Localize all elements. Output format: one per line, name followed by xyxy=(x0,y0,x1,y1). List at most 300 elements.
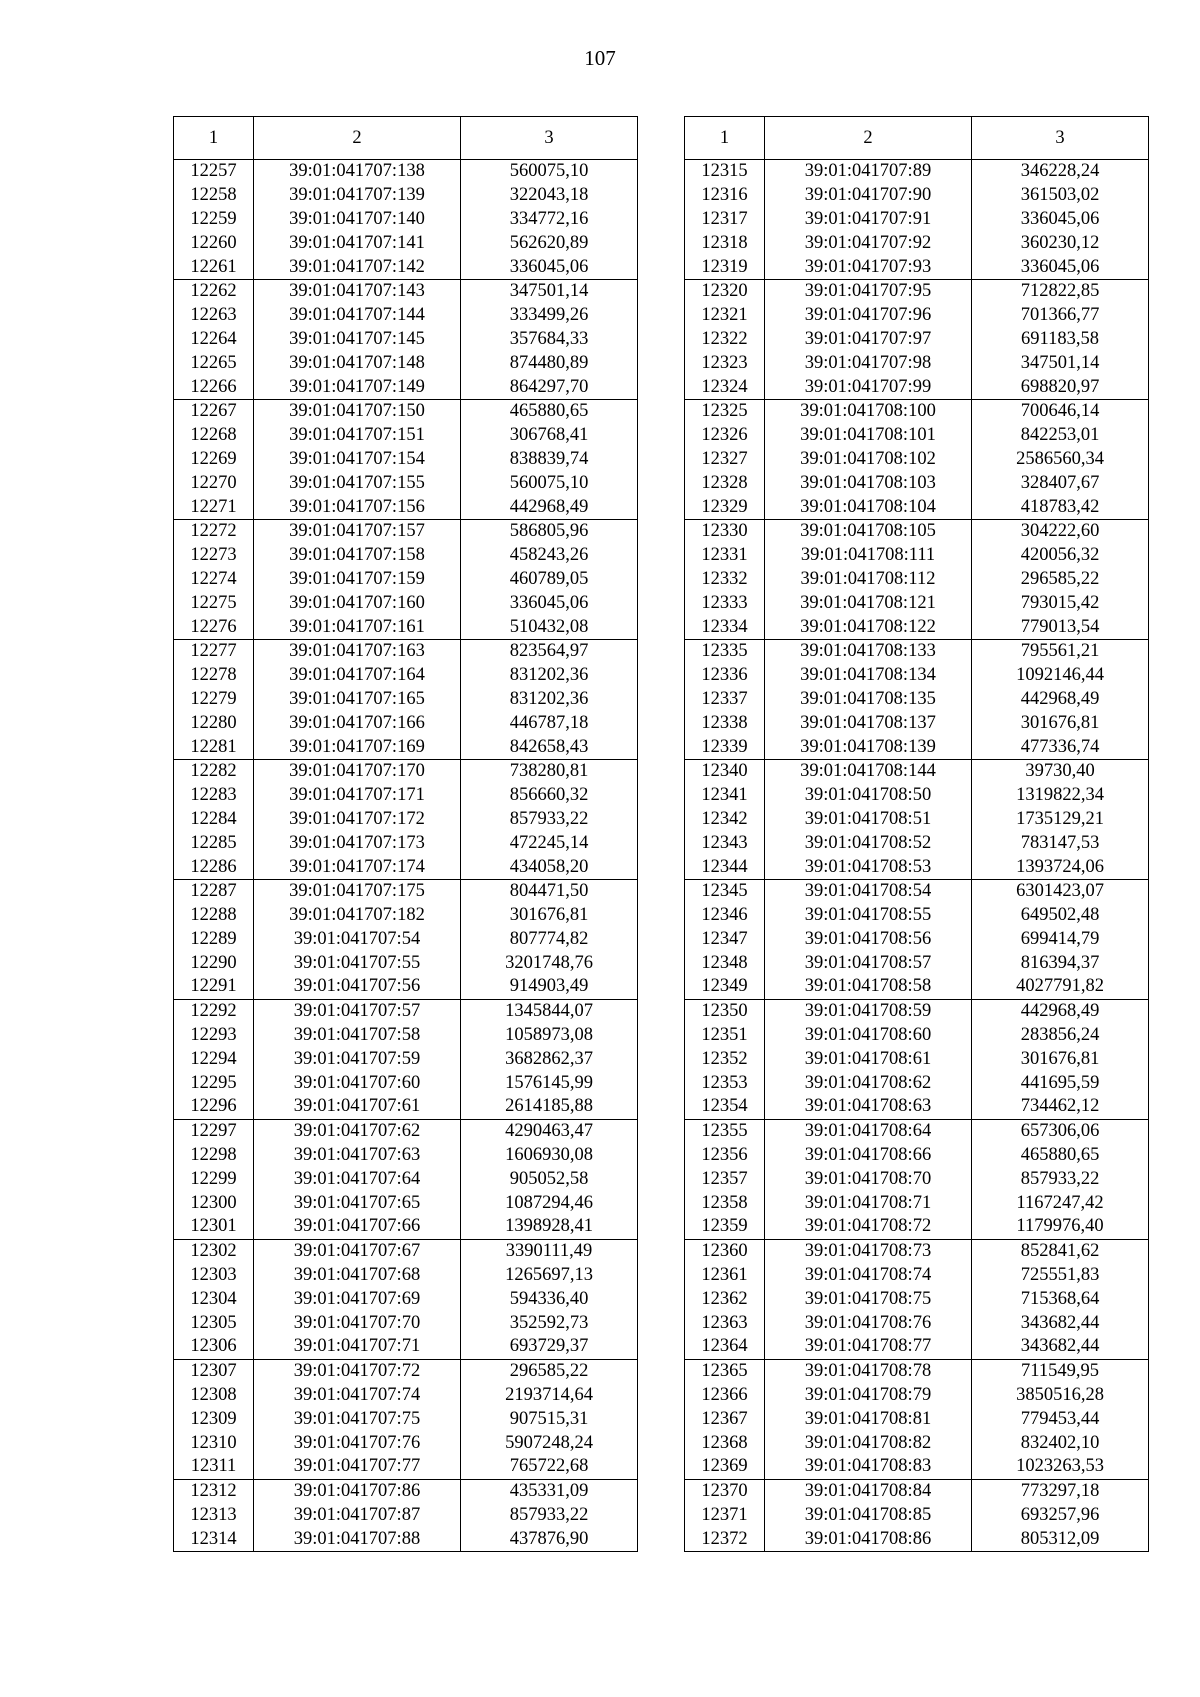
value-cell: 816394,37 xyxy=(972,951,1149,975)
value-cell: 907515,31 xyxy=(461,1407,638,1431)
row-number-cell: 12317 xyxy=(685,208,765,232)
cadastral-number-cell: 39:01:041707:96 xyxy=(765,304,972,328)
table-row xyxy=(685,351,1149,375)
value-cell: 336045,06 xyxy=(461,591,638,615)
row-number-cell: 12301 xyxy=(174,1215,254,1239)
value-cell: 1087294,46 xyxy=(461,1191,638,1215)
value-cell: 725551,83 xyxy=(972,1264,1149,1288)
cadastral-number-cell: 39:01:041708:70 xyxy=(765,1167,972,1191)
row-number-cell: 12294 xyxy=(174,1047,254,1071)
table-row xyxy=(685,639,1149,663)
cadastral-number-cell: 39:01:041707:60 xyxy=(254,1071,461,1095)
row-number-cell: 12320 xyxy=(685,279,765,303)
row-number-cell: 12306 xyxy=(174,1335,254,1359)
table-row xyxy=(685,519,1149,543)
value-cell: 442968,49 xyxy=(972,999,1149,1023)
table-row xyxy=(685,1504,1149,1528)
value-cell: 343682,44 xyxy=(972,1335,1149,1359)
cadastral-number-cell: 39:01:041708:135 xyxy=(765,688,972,712)
value-cell: 734462,12 xyxy=(972,1095,1149,1119)
column-header-number: 1 xyxy=(174,117,254,160)
row-number-cell: 12339 xyxy=(685,735,765,759)
row-number-cell: 12284 xyxy=(174,808,254,832)
cadastral-number-cell: 39:01:041707:165 xyxy=(254,688,461,712)
table-row xyxy=(685,1431,1149,1455)
cadastral-number-cell: 39:01:041708:75 xyxy=(765,1287,972,1311)
value-cell: 1393724,06 xyxy=(972,855,1149,879)
value-cell: 347501,14 xyxy=(972,351,1149,375)
value-cell: 343682,44 xyxy=(972,1311,1149,1335)
row-number-cell: 12310 xyxy=(174,1431,254,1455)
row-number-cell: 12267 xyxy=(174,399,254,423)
cadastral-number-cell: 39:01:041707:169 xyxy=(254,735,461,759)
row-number-cell: 12345 xyxy=(685,879,765,903)
table-row xyxy=(685,1024,1149,1048)
cadastral-number-cell: 39:01:041708:59 xyxy=(765,999,972,1023)
row-number-cell: 12298 xyxy=(174,1144,254,1168)
value-cell: 857933,22 xyxy=(461,808,638,832)
row-number-cell: 12263 xyxy=(174,304,254,328)
row-number-cell: 12330 xyxy=(685,519,765,543)
cadastral-number-cell: 39:01:041708:77 xyxy=(765,1335,972,1359)
value-cell: 4290463,47 xyxy=(461,1119,638,1143)
cadastral-number-cell: 39:01:041707:142 xyxy=(254,255,461,279)
row-number-cell: 12358 xyxy=(685,1191,765,1215)
value-cell: 795561,21 xyxy=(972,639,1149,663)
cadastral-number-cell: 39:01:041707:143 xyxy=(254,279,461,303)
table-row xyxy=(174,424,638,448)
value-cell: 477336,74 xyxy=(972,735,1149,759)
table-row xyxy=(174,1144,638,1168)
table-row xyxy=(174,688,638,712)
cadastral-number-cell: 39:01:041708:54 xyxy=(765,879,972,903)
value-cell: 2586560,34 xyxy=(972,448,1149,472)
row-number-cell: 12282 xyxy=(174,759,254,783)
row-number-cell: 12326 xyxy=(685,424,765,448)
table-row xyxy=(685,399,1149,423)
cadastral-number-cell: 39:01:041707:71 xyxy=(254,1335,461,1359)
cadastral-number-cell: 39:01:041708:105 xyxy=(765,519,972,543)
value-cell: 347501,14 xyxy=(461,279,638,303)
cadastral-number-cell: 39:01:041707:99 xyxy=(765,375,972,399)
cadastral-number-cell: 39:01:041707:54 xyxy=(254,928,461,952)
cadastral-number-cell: 39:01:041708:62 xyxy=(765,1071,972,1095)
table-row xyxy=(685,328,1149,352)
cadastral-number-cell: 39:01:041708:81 xyxy=(765,1407,972,1431)
column-header-cadastral-number: 2 xyxy=(254,117,461,160)
table-row xyxy=(174,1167,638,1191)
table-row xyxy=(685,1384,1149,1408)
value-cell: 832402,10 xyxy=(972,1431,1149,1455)
row-number-cell: 12328 xyxy=(685,471,765,495)
value-cell: 460789,05 xyxy=(461,568,638,592)
value-cell: 560075,10 xyxy=(461,471,638,495)
row-number-cell: 12362 xyxy=(685,1287,765,1311)
table-row xyxy=(174,471,638,495)
value-cell: 715368,64 xyxy=(972,1287,1149,1311)
cadastral-number-cell: 39:01:041707:172 xyxy=(254,808,461,832)
row-number-cell: 12288 xyxy=(174,904,254,928)
cadastral-number-cell: 39:01:041707:72 xyxy=(254,1359,461,1383)
cadastral-number-cell: 39:01:041707:90 xyxy=(765,184,972,208)
row-number-cell: 12363 xyxy=(685,1311,765,1335)
cadastral-number-cell: 39:01:041708:103 xyxy=(765,471,972,495)
row-number-cell: 12279 xyxy=(174,688,254,712)
row-number-cell: 12311 xyxy=(174,1455,254,1479)
table-row xyxy=(174,495,638,519)
table-row xyxy=(685,568,1149,592)
cadastral-number-cell: 39:01:041708:111 xyxy=(765,544,972,568)
table-row xyxy=(174,255,638,279)
table-row xyxy=(174,544,638,568)
table-row xyxy=(174,1455,638,1479)
row-number-cell: 12343 xyxy=(685,831,765,855)
cadastral-number-cell: 39:01:041708:133 xyxy=(765,639,972,663)
table-row xyxy=(685,1071,1149,1095)
value-cell: 336045,06 xyxy=(972,208,1149,232)
cadastral-number-cell: 39:01:041707:61 xyxy=(254,1095,461,1119)
value-cell: 1167247,42 xyxy=(972,1191,1149,1215)
table-row xyxy=(174,1359,638,1383)
row-number-cell: 12323 xyxy=(685,351,765,375)
cadastral-number-cell: 39:01:041708:82 xyxy=(765,1431,972,1455)
cadastral-number-cell: 39:01:041707:140 xyxy=(254,208,461,232)
row-number-cell: 12360 xyxy=(685,1239,765,1263)
cadastral-number-cell: 39:01:041707:89 xyxy=(765,160,972,184)
value-cell: 333499,26 xyxy=(461,304,638,328)
value-cell: 2193714,64 xyxy=(461,1384,638,1408)
row-number-cell: 12304 xyxy=(174,1287,254,1311)
cadastral-number-cell: 39:01:041707:151 xyxy=(254,424,461,448)
value-cell: 738280,81 xyxy=(461,759,638,783)
row-number-cell: 12325 xyxy=(685,399,765,423)
row-number-cell: 12359 xyxy=(685,1215,765,1239)
table-row xyxy=(685,1047,1149,1071)
row-number-cell: 12329 xyxy=(685,495,765,519)
cadastral-number-cell: 39:01:041707:154 xyxy=(254,448,461,472)
column-header-value: 3 xyxy=(972,117,1149,160)
cadastral-number-cell: 39:01:041707:59 xyxy=(254,1047,461,1071)
table-row xyxy=(685,879,1149,903)
table-row xyxy=(685,160,1149,184)
row-number-cell: 12344 xyxy=(685,855,765,879)
row-number-cell: 12315 xyxy=(685,160,765,184)
table-row xyxy=(685,544,1149,568)
table-row xyxy=(685,928,1149,952)
table-row xyxy=(685,208,1149,232)
cadastral-number-cell: 39:01:041708:100 xyxy=(765,399,972,423)
value-cell: 693257,96 xyxy=(972,1504,1149,1528)
row-number-cell: 12322 xyxy=(685,328,765,352)
row-number-cell: 12261 xyxy=(174,255,254,279)
cadastral-number-cell: 39:01:041708:58 xyxy=(765,975,972,999)
value-cell: 3682862,37 xyxy=(461,1047,638,1071)
cadastral-number-cell: 39:01:041708:57 xyxy=(765,951,972,975)
cadastral-number-cell: 39:01:041707:64 xyxy=(254,1167,461,1191)
row-number-cell: 12333 xyxy=(685,591,765,615)
value-cell: 510432,08 xyxy=(461,615,638,639)
cadastral-number-cell: 39:01:041708:121 xyxy=(765,591,972,615)
table-row xyxy=(174,784,638,808)
value-cell: 852841,62 xyxy=(972,1239,1149,1263)
table-row xyxy=(174,591,638,615)
row-number-cell: 12357 xyxy=(685,1167,765,1191)
row-number-cell: 12277 xyxy=(174,639,254,663)
table-row xyxy=(685,711,1149,735)
table-row xyxy=(174,639,638,663)
value-cell: 6301423,07 xyxy=(972,879,1149,903)
table-row xyxy=(174,375,638,399)
cadastral-number-cell: 39:01:041707:93 xyxy=(765,255,972,279)
cadastral-number-cell: 39:01:041708:52 xyxy=(765,831,972,855)
value-cell: 831202,36 xyxy=(461,664,638,688)
value-cell: 793015,42 xyxy=(972,591,1149,615)
row-number-cell: 12316 xyxy=(685,184,765,208)
row-number-cell: 12278 xyxy=(174,664,254,688)
row-number-cell: 12321 xyxy=(685,304,765,328)
table-row xyxy=(685,759,1149,783)
cadastral-number-cell: 39:01:041708:137 xyxy=(765,711,972,735)
cadastral-number-cell: 39:01:041707:70 xyxy=(254,1311,461,1335)
cadastral-number-cell: 39:01:041708:134 xyxy=(765,664,972,688)
row-number-cell: 12327 xyxy=(685,448,765,472)
value-cell: 842253,01 xyxy=(972,424,1149,448)
row-number-cell: 12286 xyxy=(174,855,254,879)
value-cell: 328407,67 xyxy=(972,471,1149,495)
table-row xyxy=(174,231,638,255)
value-cell: 711549,95 xyxy=(972,1359,1149,1383)
value-cell: 1179976,40 xyxy=(972,1215,1149,1239)
row-number-cell: 12372 xyxy=(685,1527,765,1551)
cadastral-number-cell: 39:01:041707:58 xyxy=(254,1024,461,1048)
value-cell: 3850516,28 xyxy=(972,1384,1149,1408)
row-number-cell: 12349 xyxy=(685,975,765,999)
value-cell: 472245,14 xyxy=(461,831,638,855)
value-cell: 4027791,82 xyxy=(972,975,1149,999)
value-cell: 336045,06 xyxy=(972,255,1149,279)
table-row xyxy=(685,1359,1149,1383)
value-cell: 465880,65 xyxy=(972,1144,1149,1168)
cadastral-number-cell: 39:01:041707:87 xyxy=(254,1504,461,1528)
value-cell: 562620,89 xyxy=(461,231,638,255)
cadastral-number-cell: 39:01:041708:56 xyxy=(765,928,972,952)
table-row xyxy=(174,1191,638,1215)
table-row xyxy=(174,399,638,423)
cadastral-number-cell: 39:01:041707:164 xyxy=(254,664,461,688)
row-number-cell: 12297 xyxy=(174,1119,254,1143)
table-row xyxy=(685,1191,1149,1215)
table-row xyxy=(174,328,638,352)
value-cell: 701366,77 xyxy=(972,304,1149,328)
row-number-cell: 12264 xyxy=(174,328,254,352)
cadastral-number-cell: 39:01:041707:86 xyxy=(254,1479,461,1503)
table-row xyxy=(685,1119,1149,1143)
table-row xyxy=(174,831,638,855)
row-number-cell: 12354 xyxy=(685,1095,765,1119)
table-row xyxy=(174,1335,638,1359)
row-number-cell: 12302 xyxy=(174,1239,254,1263)
cadastral-number-cell: 39:01:041707:62 xyxy=(254,1119,461,1143)
row-number-cell: 12318 xyxy=(685,231,765,255)
table-row xyxy=(685,1144,1149,1168)
table-row xyxy=(685,591,1149,615)
cadastral-number-cell: 39:01:041707:97 xyxy=(765,328,972,352)
table-row xyxy=(685,1479,1149,1503)
value-cell: 857933,22 xyxy=(972,1167,1149,1191)
cadastral-number-cell: 39:01:041708:64 xyxy=(765,1119,972,1143)
row-number-cell: 12276 xyxy=(174,615,254,639)
row-number-cell: 12299 xyxy=(174,1167,254,1191)
cadastral-number-cell: 39:01:041708:73 xyxy=(765,1239,972,1263)
value-cell: 465880,65 xyxy=(461,399,638,423)
table-row xyxy=(685,471,1149,495)
row-number-cell: 12258 xyxy=(174,184,254,208)
row-number-cell: 12280 xyxy=(174,711,254,735)
value-cell: 805312,09 xyxy=(972,1527,1149,1551)
cadastral-number-cell: 39:01:041707:63 xyxy=(254,1144,461,1168)
row-number-cell: 12296 xyxy=(174,1095,254,1119)
value-cell: 823564,97 xyxy=(461,639,638,663)
table-row xyxy=(685,1311,1149,1335)
value-cell: 1606930,08 xyxy=(461,1144,638,1168)
row-number-cell: 12290 xyxy=(174,951,254,975)
row-number-cell: 12305 xyxy=(174,1311,254,1335)
value-cell: 649502,48 xyxy=(972,904,1149,928)
table-row xyxy=(174,1407,638,1431)
value-cell: 446787,18 xyxy=(461,711,638,735)
cadastral-number-cell: 39:01:041708:86 xyxy=(765,1527,972,1551)
table-row xyxy=(685,279,1149,303)
cadastral-number-cell: 39:01:041707:144 xyxy=(254,304,461,328)
table-row xyxy=(685,448,1149,472)
cadastral-number-cell: 39:01:041708:72 xyxy=(765,1215,972,1239)
row-number-cell: 12367 xyxy=(685,1407,765,1431)
value-cell: 804471,50 xyxy=(461,879,638,903)
value-cell: 3390111,49 xyxy=(461,1239,638,1263)
cadastral-number-cell: 39:01:041707:158 xyxy=(254,544,461,568)
row-number-cell: 12291 xyxy=(174,975,254,999)
table-row xyxy=(685,975,1149,999)
row-number-cell: 12361 xyxy=(685,1264,765,1288)
value-cell: 864297,70 xyxy=(461,375,638,399)
value-cell: 3201748,76 xyxy=(461,951,638,975)
value-cell: 306768,41 xyxy=(461,424,638,448)
left-table-body xyxy=(174,160,638,1552)
row-number-cell: 12292 xyxy=(174,999,254,1023)
table-row xyxy=(174,1311,638,1335)
cadastral-number-cell: 39:01:041708:139 xyxy=(765,735,972,759)
table-row xyxy=(174,759,638,783)
table-row xyxy=(174,879,638,903)
row-number-cell: 12270 xyxy=(174,471,254,495)
value-cell: 712822,85 xyxy=(972,279,1149,303)
row-number-cell: 12295 xyxy=(174,1071,254,1095)
table-row xyxy=(174,1264,638,1288)
value-cell: 39730,40 xyxy=(972,759,1149,783)
cadastral-number-cell: 39:01:041707:174 xyxy=(254,855,461,879)
cadastral-number-cell: 39:01:041707:68 xyxy=(254,1264,461,1288)
row-number-cell: 12351 xyxy=(685,1024,765,1048)
value-cell: 838839,74 xyxy=(461,448,638,472)
table-row xyxy=(174,519,638,543)
row-number-cell: 12285 xyxy=(174,831,254,855)
value-cell: 441695,59 xyxy=(972,1071,1149,1095)
value-cell: 765722,68 xyxy=(461,1455,638,1479)
table-row xyxy=(685,664,1149,688)
value-cell: 693729,37 xyxy=(461,1335,638,1359)
table-row xyxy=(174,951,638,975)
cadastral-number-cell: 39:01:041708:76 xyxy=(765,1311,972,1335)
cadastral-number-cell: 39:01:041708:71 xyxy=(765,1191,972,1215)
cadastral-number-cell: 39:01:041708:85 xyxy=(765,1504,972,1528)
cadastral-number-cell: 39:01:041707:75 xyxy=(254,1407,461,1431)
cadastral-number-cell: 39:01:041707:67 xyxy=(254,1239,461,1263)
cadastral-number-cell: 39:01:041708:83 xyxy=(765,1455,972,1479)
cadastral-number-cell: 39:01:041707:139 xyxy=(254,184,461,208)
row-number-cell: 12350 xyxy=(685,999,765,1023)
value-cell: 301676,81 xyxy=(972,1047,1149,1071)
table-row xyxy=(174,975,638,999)
value-cell: 783147,53 xyxy=(972,831,1149,855)
table-row xyxy=(685,304,1149,328)
value-cell: 874480,89 xyxy=(461,351,638,375)
cadastral-number-cell: 39:01:041708:101 xyxy=(765,424,972,448)
table-row xyxy=(174,1239,638,1263)
table-row xyxy=(685,1215,1149,1239)
row-number-cell: 12335 xyxy=(685,639,765,663)
row-number-cell: 12340 xyxy=(685,759,765,783)
table-row xyxy=(685,1239,1149,1263)
row-number-cell: 12371 xyxy=(685,1504,765,1528)
table-row xyxy=(174,568,638,592)
table-row xyxy=(685,231,1149,255)
row-number-cell: 12337 xyxy=(685,688,765,712)
row-number-cell: 12308 xyxy=(174,1384,254,1408)
row-number-cell: 12262 xyxy=(174,279,254,303)
cadastral-number-cell: 39:01:041707:56 xyxy=(254,975,461,999)
table-row xyxy=(685,1095,1149,1119)
row-number-cell: 12368 xyxy=(685,1431,765,1455)
value-cell: 360230,12 xyxy=(972,231,1149,255)
value-cell: 1398928,41 xyxy=(461,1215,638,1239)
row-number-cell: 12266 xyxy=(174,375,254,399)
row-number-cell: 12334 xyxy=(685,615,765,639)
row-number-cell: 12265 xyxy=(174,351,254,375)
row-number-cell: 12272 xyxy=(174,519,254,543)
value-cell: 322043,18 xyxy=(461,184,638,208)
right-table-body xyxy=(685,160,1149,1552)
table-row xyxy=(174,1047,638,1071)
row-number-cell: 12356 xyxy=(685,1144,765,1168)
column-header-value: 3 xyxy=(461,117,638,160)
cadastral-number-cell: 39:01:041708:74 xyxy=(765,1264,972,1288)
cadastral-number-cell: 39:01:041707:149 xyxy=(254,375,461,399)
table-row xyxy=(174,208,638,232)
table-row xyxy=(174,1119,638,1143)
cadastral-number-cell: 39:01:041708:144 xyxy=(765,759,972,783)
value-cell: 437876,90 xyxy=(461,1527,638,1551)
cadastral-number-cell: 39:01:041707:77 xyxy=(254,1455,461,1479)
row-number-cell: 12271 xyxy=(174,495,254,519)
cadastral-number-cell: 39:01:041707:76 xyxy=(254,1431,461,1455)
table-row xyxy=(174,735,638,759)
row-number-cell: 12369 xyxy=(685,1455,765,1479)
cadastral-number-cell: 39:01:041707:175 xyxy=(254,879,461,903)
row-number-cell: 12309 xyxy=(174,1407,254,1431)
value-cell: 357684,33 xyxy=(461,328,638,352)
cadastral-number-cell: 39:01:041708:112 xyxy=(765,568,972,592)
value-cell: 458243,26 xyxy=(461,544,638,568)
